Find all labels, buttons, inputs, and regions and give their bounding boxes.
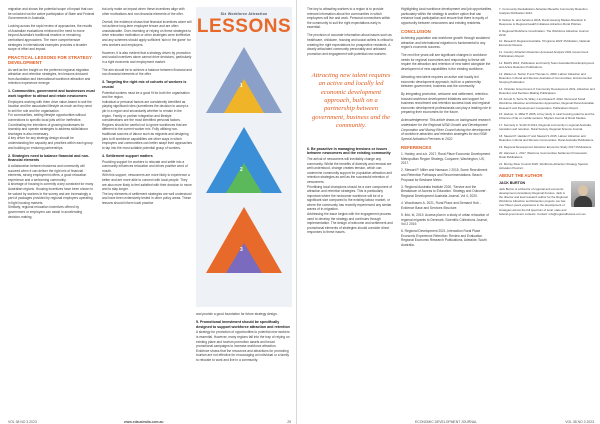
footer-website[interactable]: www.edaustralia.com.au bbox=[124, 420, 164, 424]
reference-item: 19. Regional Development Attraction Economic Study 2017 Publications. bbox=[499, 144, 593, 149]
author-photo bbox=[571, 181, 595, 207]
lesson-6-body: The arrival of newcomers will inevitably change any community. Whilst the benefits of diversity and renewal are well understood, change creates tension, which can undermine community support for population attraction and retention strategies as well as the successful retention of newcomers. Prioritising local champions should be a core component of attraction and retention strategies. This is particularly important where the newcomer workforce will be of a significant size compared to the existing labour market, or where the community has recently experienced any similar waves of in-migration. Addressing the issue begins with the engagement process used to develop the strategy and continues through implementation. The design of welcome and settlement and promotional elements of strategies should consider direct responses to these issues. bbox=[307, 156, 393, 235]
lesson-6-title: 6. Be proactive in managing tensions or issues between newcomers and the existing community bbox=[307, 146, 391, 156]
reference-item: 7. Community Revitalization Attraction Benefits Community Retention Analysis Publication 2014. bbox=[499, 7, 588, 16]
lesson-1-body: Employers working with them drive value-based to suit the location and the associated lifestyle as much as they need to sell the role and the organisation. For communities, setting lifestyle opportunities without connections to specific local jobs will be ineffective. Coordinating the intentions of growing businesses for township and operate strategies to address skills/labour shortages is also necessary. A key driver for any strategy design should be understanding the capacity and priorities within each group and building on enduring partnerships. bbox=[8, 99, 93, 150]
left-column-2 bbox=[102, 7, 192, 209]
references-heading: REFERENCES bbox=[401, 144, 432, 150]
reference-item: 17. Kennedy A. Smith R 2014, Regional community in regional Australia, relocation and retention. Rural Society. Regional Science Journal. bbox=[499, 123, 592, 132]
lesson-4-body: Providing support for workers to relocate and settle into a community influences relocation and drives positive word of mouth. With this support, newcomers are more likely to experience a better and are more able to connect with local people. They are also more likely to feel satisfied with their decision to move and to stay longer. The key elements of settlement strategies are well understood and have been extensively tested in other policy areas. These lessons should inform local practice bbox=[102, 159, 192, 205]
right-column-2 bbox=[401, 7, 493, 250]
reference-item: 4. Woodhaven A. 2021, Rural Place and Demand Hub - Evidence Base and Services Structure. bbox=[401, 201, 481, 210]
triangle-icon bbox=[202, 123, 286, 197]
lesson-5-title: 5. Promotional investment should be specifically designed to support workforce attraction and retention bbox=[196, 319, 290, 329]
author-head-shape bbox=[578, 185, 588, 196]
reference-item: 15. Arnold S, Terrie W, Wiley J and Kaasa P. 2022. Rural and Small Workforce Attraction and Retention Approaches, Regional Rural Australian Research and Development Cooperation, Publications Report. bbox=[499, 97, 595, 110]
lesson-3-body: Potential workers must be a good fit for both the organisation and the region. Individual or personal factors are consistently identified as playing significant roles (sometimes the decision to accept a job in a region and secondarily whether to remain in the region. Family or partner integration and lifestyle considerations are the most identified personal factors. Regions should be careful not to ignore workforces that are different to the current worker mix. Fully utilising non-traditional sources of labour such as migrants and designing jobs to fit workforce capabilities are other ways in which employers and communities can better adapt their approaches to tap into the most suitable potential group of workers. bbox=[102, 90, 192, 150]
col3-paragraph-1: and provide a good foundation for future strategy design. bbox=[196, 312, 278, 316]
reference-item: 13. Watson A. Sutton P and Thomas G. 2009, Labour Attraction and Retention in Rural and Remote Australia of Communities, Environmental Scoping Publication. bbox=[499, 71, 592, 84]
reference-item: 12. BHOS 2016, Publication and Family Team Australia Rural Employment and Active Retention Publications. bbox=[499, 60, 595, 69]
reference-item: 11. Country Attraction Retention Accessed Analysis 2021 Government Publications Report. bbox=[499, 50, 589, 59]
lesson-triangle-group-2 bbox=[202, 123, 286, 197]
reference-item: 3. Regional Australia Institute 2020, 'Service and the Breakdown of Access to Education. Strategy and Outcome'. Regional Development Australia Journal, Vol 4, 2020. bbox=[401, 184, 487, 198]
right-column-1 bbox=[307, 7, 395, 238]
author-bio: Jack Burton is a Director of regional and economic development consultancy Regional Futures. Jack is the director and lead research author for the Regional Workforce Attraction and Retention projects. He has over fifteen years experience in the development of strategies across the full spectrum of local, state and federal government contexts. Contact: info@regionalfutures.com.au bbox=[499, 187, 586, 216]
triangle-icon bbox=[202, 43, 286, 117]
lesson-number-2: 2 bbox=[240, 167, 243, 173]
col2-paragraph-2: Overall, the evidence shows that financial incentives alone will not achieve long-term employee tenure and are often unsustainable. Over-investing or relying on these strategies to drive relocation motivation or other strategies were ineffective and any schemes should apply sufficient 'skin in the game' for new workers and employers. bbox=[102, 19, 192, 47]
about-author-heading: ABOUT THE AUTHOR bbox=[499, 173, 543, 179]
footer-page-number: 25 bbox=[287, 420, 291, 424]
reference-item: 8. Nelson G. and Jacobs A 2018, Rural Housing Market Allocation in Response to Regional Health Initiatives Attraction Rural Policies. bbox=[499, 17, 587, 26]
reference-item: 16. Hodnet, G. Miller P 2005, A Key study in rural housing patterns and the influence of life on mobile workers. Migrant Journal of Rural Studies. bbox=[499, 112, 595, 121]
lesson-3-title: 3. Targeting the right mix of cohorts of workers is crucial bbox=[102, 80, 187, 89]
lesson-number-3: 3 bbox=[240, 247, 243, 253]
footer-volume: VOL 38 NO 3 2023 bbox=[8, 420, 37, 424]
col2-paragraph-3: However, it is also evident that a strategy driven by promotion and social incentives alone cannot drive decisions, particularly in a tight economic and employment market. bbox=[102, 50, 192, 64]
r-col1-paragraph-1: The key to attracting workers to a region is to provide relevant information about the communities in which employees will live and work. Personal connections within the community to suit the right expectations early is essential. bbox=[307, 7, 391, 30]
reference-item: 14. Victorian Government of Community Development 2021, Attraction and Retention and Decision-Making Publications. bbox=[499, 86, 595, 95]
reference-item: 9. Regional Workforce Coordination. The Workforce Attraction Journal 2019. bbox=[499, 28, 589, 37]
reference-item: 20. Hansson L. 2017, Welcome Communities Settlement Framework. Rural Publications. bbox=[499, 151, 588, 160]
lesson-5-body: A strategy for promotion of opportunities to potential new workers is essential. However, many regions fall into the trap of relying on existing place and tourism promotion assets and broad promotional campaigns to increase workforce attraction. Evidence shows that the resources and attractions for promoting tourism are not effective for encouraging an individual or a family to relocate to work and live in a community. bbox=[196, 330, 290, 362]
author-name: JACK BURTON bbox=[499, 181, 526, 186]
reference-item: 18. Stewart P. Hadden P and Stewart S 2015, Labour Attraction and Retention in Rural and Remote Communities. Rural Australia Publications. bbox=[499, 133, 594, 142]
reference-item: 6. Regional Development 2021, Interaction Rural Place Economic Experience Retention: Review and Evaluation. Regional Economic Research Publications, Adelaide, South Australia. bbox=[401, 229, 487, 248]
col2-paragraph-1: but only make an impact when these incentives align with other motivations and non-financial elements of the offer. bbox=[102, 7, 185, 16]
r-col2-paragraph-1: Highlighting local workforce development and job opportunities, particularly within the strategy is another option that can enhance local participation and ensure that there is equity of opportunity between newcomers and existing residents. bbox=[401, 7, 493, 25]
pull-quote: Attracting new talent requires an active and locally led economic development approach, built on a partnership between government, business and the community. bbox=[311, 71, 391, 130]
col2-paragraph-4: The aim should be to achieve a balance between financial and non-financial elements of the offer. bbox=[102, 67, 192, 77]
section-heading: PRACTICAL LESSONS FOR STRATEGY DEVELOPMENT bbox=[8, 55, 92, 66]
r-col1-paragraph-2: The provision of accurate information about issues such as healthcare, childcare, housing and social outlets is critical to creating the right expectations for prospective residents. A clearly articulated community personality and unbiased promotion and engagement with potential new workers. bbox=[307, 33, 394, 56]
reference-item: 10. Research Regional Australia. 'Programs 2022' Publication, National Economic Review. bbox=[499, 39, 590, 48]
left-column-1 bbox=[8, 7, 95, 222]
footer-journal-name: ECONOMIC DEVELOPMENT JOURNAL bbox=[415, 420, 477, 424]
lesson-number-1: 1 bbox=[240, 83, 243, 89]
reference-item: 21. Murray River Council 2022, Workforce Attraction Strategy Special Activation Precinct. bbox=[499, 162, 588, 171]
reference-item: 5. Ibid. Id, 2019. Access plan in a study of urban relocation of regional migrants to Denmark. Scientific Collections Journal, Vol 2 2019. bbox=[401, 212, 489, 227]
right-column-3 bbox=[499, 7, 595, 219]
left-page bbox=[0, 0, 297, 424]
intro-paragraph-1: migration and shows the potential scope of impact that can be unlocked via the active participation of State and Federal Governments in Australia. bbox=[8, 7, 95, 21]
infographic-title: Six Workforce Attraction bbox=[220, 12, 268, 16]
intro-paragraph-2: Looking across the rapid review of approaches, the results of Australian evaluations reinforced the need to move beyond Australia's traditional reactive or remaining centralised approaches. The more comprehensive strategies in international examples provides a broader scope of effort and impact. bbox=[8, 24, 93, 52]
lesson-2-title: 2. Strategies need to balance financial and non-financial elements bbox=[8, 153, 90, 163]
triangle-icon bbox=[202, 203, 286, 277]
conclusion-paragraph-3: Attracting new talent requires an active and locally led economic development approach, built on a partnership between government, business and the community. bbox=[401, 74, 482, 89]
right-page bbox=[303, 0, 600, 424]
conclusion-paragraph-4: By integrating promotion, welcome and settlement, retention-focused workforce development initiatives and support for business recruitment and retention success local and regional economic development professionals can play a leading role in preparing their economies for the future. bbox=[401, 92, 492, 115]
lesson-1-title: 1. Communities, government and businesses must work together to attract and retain newcomers bbox=[8, 89, 95, 98]
conclusion-heading: CONCLUSION bbox=[401, 28, 431, 34]
lesson-4-title: 4. Settlement support matters bbox=[102, 153, 153, 158]
lesson-triangle-group-3 bbox=[202, 203, 286, 277]
author-body-shape bbox=[574, 196, 592, 207]
lesson-2-body: A collaboration between business and community will succeed when it can deliver the right mix of financial elements, strong employment offers, a good relocation experience and a welcoming community. A shortage of housing is currently a key constraint for many Australian regions. Housing incentives have been shown to be valued by workers in the survey and are increasingly a part of packages provided by regional employers operating in tight housing markets. Similarly, regional relocation incentives offered by government or employers can assist in accelerating decision-making, bbox=[8, 163, 94, 219]
lessons-infographic bbox=[196, 7, 292, 307]
conclusion-paragraph-1: Achieving population and workforce growth through sustained attraction and international migration is fundamental to any region's economic success. bbox=[401, 35, 490, 50]
acknowledgement: Acknowledgement: This article draws on background research undertaken for the Regional NSW Growth and Development Corporation and Murray River Council during the development of workforce attraction and retention strategies for two NSW Special Activation Precincts in 2022. bbox=[401, 118, 491, 141]
section-intro: As well as the insight on the preferred regional migration attraction and retention strategies, ten lessons deduced from Australian and international workforce attraction and retention experience emerge: bbox=[8, 67, 91, 86]
reference-item: 2. Stewart P. Miller and Hansson J 2015, Some Recruitment and Retention Pathways and Recommendations. Beach: Proposal for Brisbane Metro. bbox=[401, 168, 488, 182]
footer-volume: VOL 38 NO 3 2023 bbox=[565, 420, 594, 424]
left-column-3 bbox=[196, 312, 292, 366]
lesson-triangle-group-1 bbox=[202, 43, 286, 117]
infographic-heading: LESSONS bbox=[196, 16, 292, 37]
conclusion-paragraph-2: The next five years will see significant changes in workforce needs for regional economies and responding to these will require the attraction and retention of new talent alongside the development of new capabilities in the existing workforce. bbox=[401, 53, 491, 71]
reference-item: 1. Hanley, and a.b. 2017, Rural Place Economic Development. Metropolitan Region Strategy. Cooyaree, Washington, US, 2017. bbox=[401, 152, 491, 166]
